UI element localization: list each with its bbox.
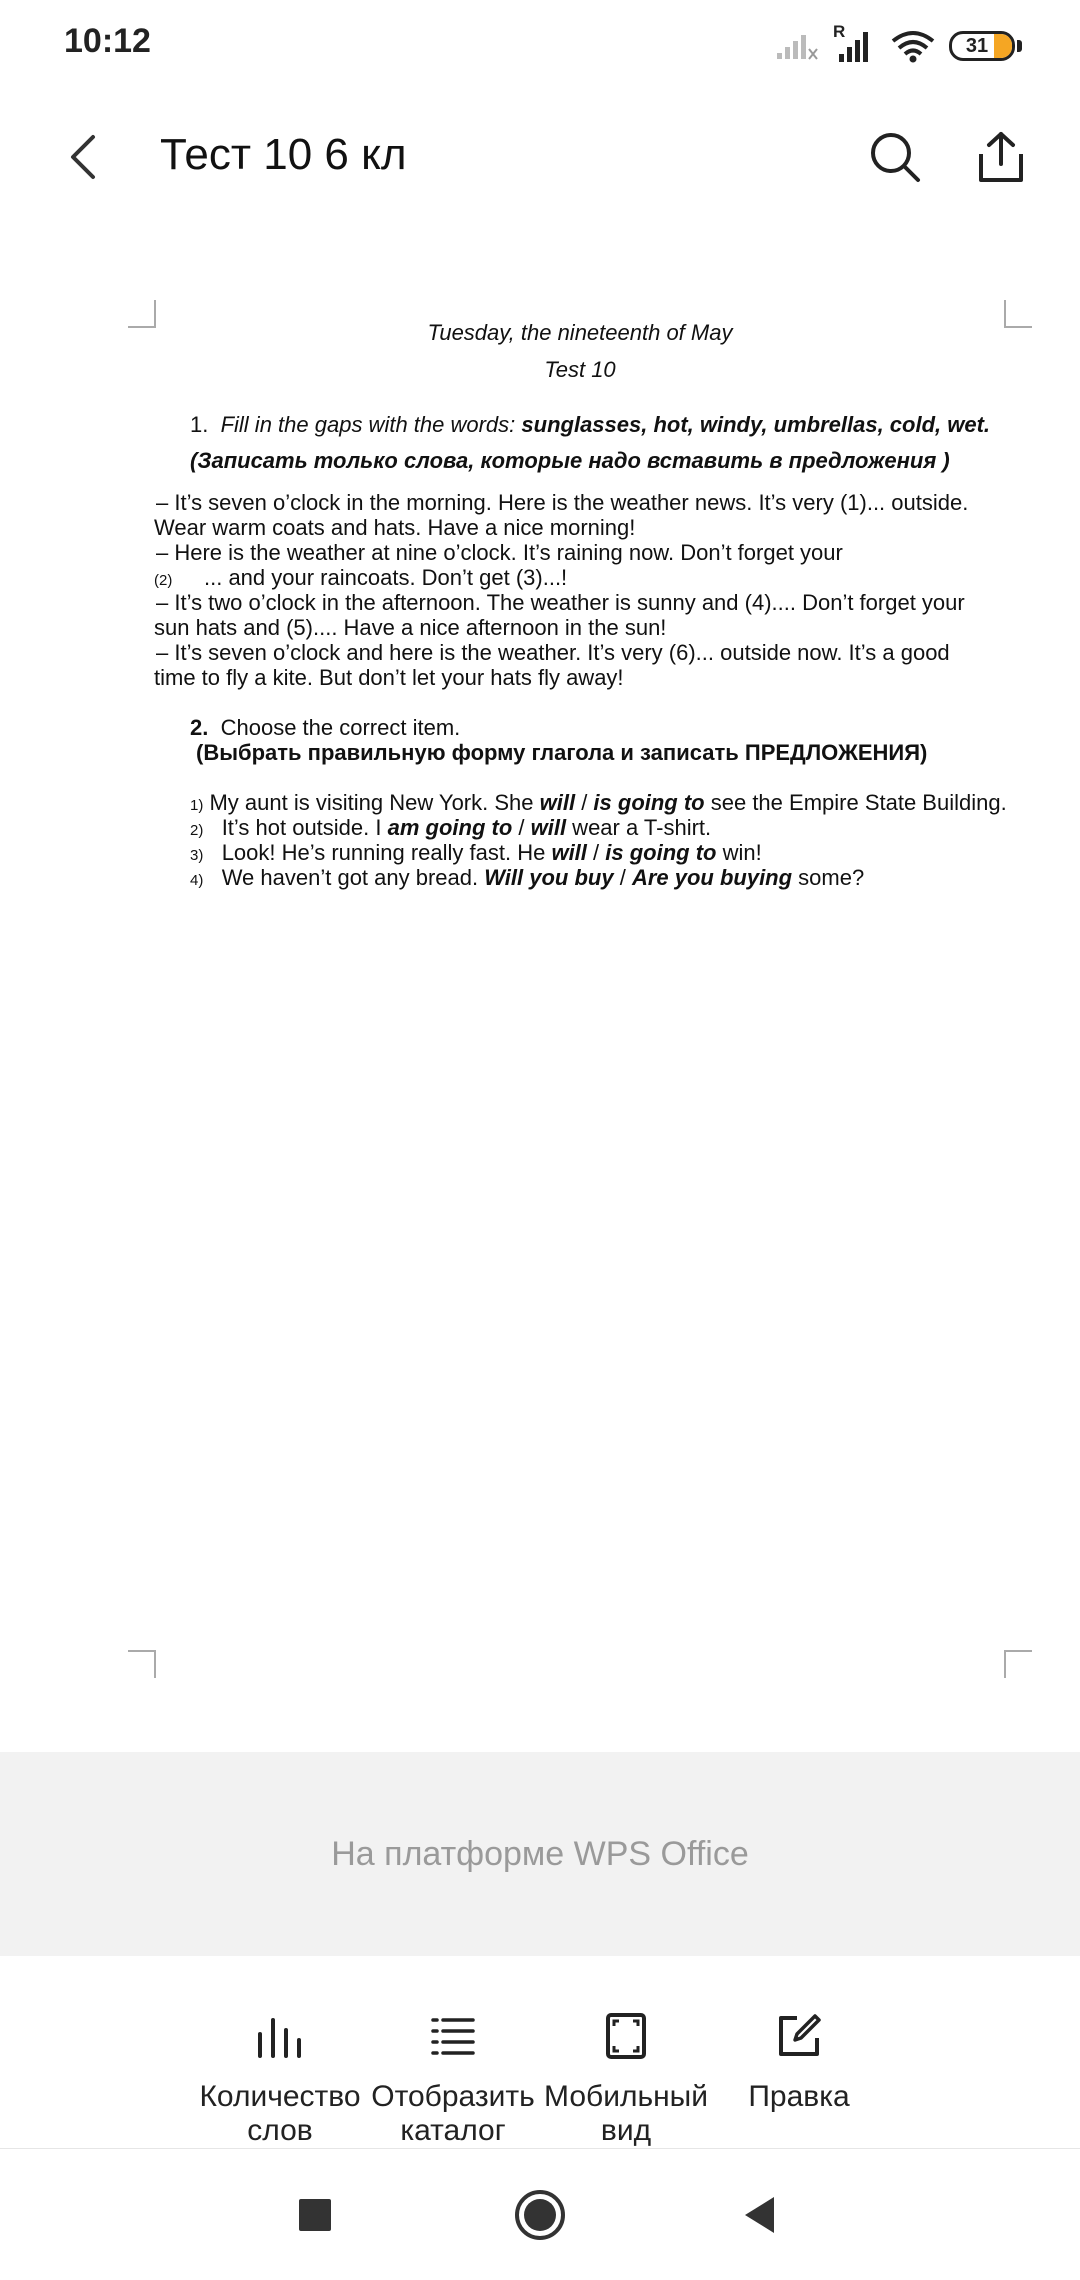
test-title: Test 10	[544, 357, 616, 382]
task2-note: (Выбрать правильную форму глагола и записать ПРЕДЛОЖЕНИЯ)	[196, 740, 928, 765]
task2-item	[190, 865, 864, 893]
back-triangle-icon	[742, 2195, 778, 2235]
task1-line: ... and your raincoats. Don’t get (3)...!	[204, 565, 568, 590]
list-icon	[429, 2014, 477, 2058]
item-option: will	[539, 790, 576, 815]
item-separator: /	[512, 815, 531, 840]
chevron-left-icon	[67, 134, 97, 180]
signal-roaming-icon	[833, 22, 877, 64]
item-text: win!	[716, 840, 762, 865]
item-separator: /	[613, 865, 632, 890]
task1-line: Wear warm coats and hats. Have a nice morning!	[154, 515, 636, 540]
status-icons	[775, 24, 1022, 68]
item-text: see the Empire State Building.	[704, 790, 1007, 815]
item-number: 2)	[190, 822, 204, 839]
task1-heading	[190, 412, 990, 437]
task1-note: (Записать только слова, которые надо вставить в предложения )	[190, 448, 950, 473]
platform-text: На платформе WPS Office	[331, 1834, 749, 1873]
crop-mark-bottom-left	[128, 1650, 156, 1678]
battery-icon	[949, 31, 1015, 61]
crop-mark-bottom-right	[1004, 1650, 1032, 1678]
task1-line: – Here is the weather at nine o’clock. It’s raining now. Don’t forget your	[156, 540, 843, 565]
task1-number: 1.	[190, 412, 209, 437]
mobile-view-button[interactable]	[541, 2006, 711, 2148]
word-count-label: Количество слов	[199, 2080, 361, 2147]
show-catalog-label: Отобразить каталог	[371, 2080, 535, 2147]
status-time: 10:12	[64, 22, 151, 60]
document-page[interactable]	[128, 300, 1032, 1678]
system-back-button[interactable]	[725, 2180, 795, 2250]
bottom-toolbar	[0, 1956, 1080, 2148]
item-number: 1)	[190, 797, 204, 814]
item-number: 3)	[190, 847, 204, 864]
app-header	[0, 100, 1080, 220]
item-option: is going to	[605, 840, 717, 865]
circle-icon	[513, 2188, 567, 2242]
item-option: Are you buying	[631, 865, 793, 890]
item-separator: /	[575, 790, 594, 815]
show-catalog-button[interactable]	[368, 2006, 538, 2148]
item-option: is going to	[593, 790, 705, 815]
date-line: Tuesday, the nineteenth of May	[427, 320, 733, 345]
navigation-bar	[0, 2150, 1080, 2280]
task1-instruction: Fill in the gaps with the words:	[220, 412, 522, 437]
roaming-label: R	[833, 22, 846, 41]
item-text: some?	[792, 865, 865, 890]
item-number: 4)	[190, 872, 204, 889]
battery-tip	[1017, 40, 1022, 52]
word-count-button[interactable]	[195, 2006, 365, 2148]
task2-item	[190, 790, 1007, 818]
item-text: wear a T-shirt.	[566, 815, 712, 840]
search-icon	[869, 131, 921, 183]
recents-button[interactable]	[280, 2180, 350, 2250]
item-option: am going to	[387, 815, 513, 840]
edit-button[interactable]	[714, 2006, 884, 2114]
toolbar-divider	[0, 2148, 1080, 2149]
item-text: We haven’t got any bread.	[221, 865, 485, 890]
share-button[interactable]	[966, 122, 1036, 192]
bar-chart-icon	[254, 2012, 306, 2060]
battery-level: 31	[965, 34, 989, 57]
item-option: Will you buy	[484, 865, 614, 890]
task1-line: sun hats and (5).... Have a nice afternoon in the sun!	[154, 615, 667, 640]
task1-line: – It’s two o’clock in the afternoon. The weather is sunny and (4).... Don’t forget your	[156, 590, 965, 615]
item-text: My aunt is visiting New York. She	[209, 790, 540, 815]
task2-heading	[190, 715, 460, 740]
gap2-marker: (2)	[154, 572, 173, 589]
search-button[interactable]	[860, 122, 930, 192]
task1-line: – It’s seven o’clock and here is the weather. It’s very (6)... outside now. It’s a good	[156, 640, 950, 665]
item-option: will	[530, 815, 567, 840]
mobile-view-label: Мобильный вид	[544, 2080, 708, 2147]
document-title: Тест 10 6 кл	[160, 130, 407, 179]
platform-band	[0, 1752, 1080, 1956]
task1-line: – It’s seven o’clock in the morning. Here is the weather news. It’s very (1)... outside.	[156, 490, 969, 515]
status-bar	[0, 0, 1080, 90]
edit-icon	[775, 2012, 823, 2060]
wifi-icon	[891, 29, 935, 63]
task2-number: 2.	[190, 715, 209, 740]
home-button[interactable]	[505, 2180, 575, 2250]
item-text: It’s hot outside. I	[221, 815, 388, 840]
mobile-view-icon	[605, 2012, 647, 2060]
signal-empty-icon	[775, 31, 819, 61]
edit-label: Правка	[748, 2080, 850, 2113]
share-icon	[977, 130, 1025, 184]
task1-words: sunglasses, hot, windy, umbrellas, cold, wet.	[521, 412, 991, 437]
item-text: Look! He’s running really fast. He	[221, 840, 552, 865]
item-separator: /	[586, 840, 606, 865]
square-icon	[297, 2197, 333, 2233]
task1-line: time to fly a kite. But don’t let your hats fly away!	[154, 665, 624, 690]
back-button[interactable]	[52, 122, 112, 192]
task2-item	[190, 815, 711, 843]
task2-item	[190, 840, 762, 868]
item-option: will	[551, 840, 587, 865]
task2-instruction: Choose the correct item.	[220, 715, 461, 740]
